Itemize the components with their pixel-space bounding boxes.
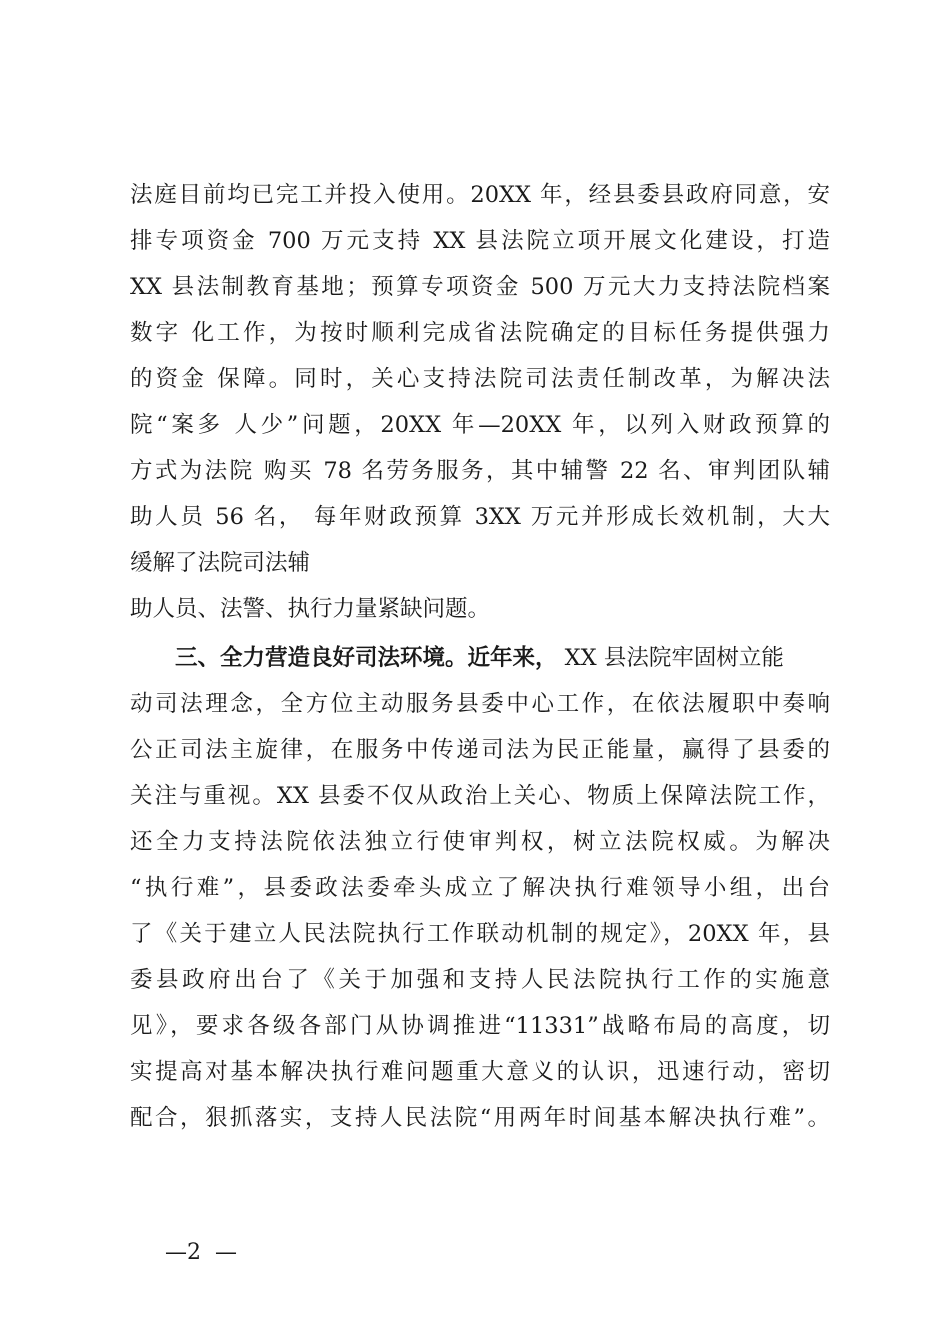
paragraph-line: 还全力支持法院依法独立行使审判权，树立法院权威。为解决 bbox=[130, 829, 830, 855]
paragraph-line: 了《关于建立人民法院执行工作联动机制的规定》，20XX 年，县 bbox=[130, 921, 830, 947]
paragraph-line: 缓解了法院司法辅 bbox=[130, 550, 311, 576]
page-number: —2 — bbox=[165, 1240, 237, 1265]
paragraph-line: 关注与重视。XX 县委不仅从政治上关心、物质上保障法院工作， bbox=[130, 783, 830, 809]
paragraph-line: 院“案多 人少”问题，20XX 年—20XX 年，以列入财政预算的 bbox=[130, 412, 830, 438]
paragraph-line: 配合，狠抓落实，支持人民法院“用两年时间基本解决执行难”。 bbox=[130, 1105, 830, 1131]
paragraph-line: 的资金 保障。同时，关心支持法院司法责任制改革，为解决法 bbox=[130, 366, 830, 392]
paragraph-line: 数字 化工作，为按时顺利完成省法院确定的目标任务提供强力 bbox=[130, 320, 830, 346]
paragraph-line: 助人员、法警、执行力量紧缺问题。 bbox=[130, 596, 491, 622]
paragraph-line: 见》，要求各级各部门从协调推进“11331”战略布局的高度，切 bbox=[130, 1013, 830, 1039]
paragraph-line: 法庭目前均已完工并投入使用。20XX 年，经县委县政府同意，安 bbox=[130, 182, 830, 208]
paragraph-text: XX 县法院牢固树立能 bbox=[557, 645, 784, 671]
paragraph-line: 公正司法主旋律，在服务中传递司法为民正能量，赢得了县委的 bbox=[130, 737, 830, 763]
paragraph-line: 委县政府出台了《关于加强和支持人民法院执行工作的实施意 bbox=[130, 967, 830, 993]
paragraph-line: 助人员 56 名， 每年财政预算 3XX 万元并形成长效机制，大大 bbox=[130, 504, 830, 530]
paragraph-line: 排专项资金 700 万元支持 XX 县法院立项开展文化建设，打造 bbox=[130, 228, 830, 254]
section-heading-line bbox=[175, 643, 830, 673]
paragraph-line: 方式为法院 购买 78 名劳务服务，其中辅警 22 名、审判团队辅 bbox=[130, 458, 830, 484]
section-heading: 三、全力营造良好司法环境。近年来， bbox=[175, 645, 558, 671]
paragraph-line: XX 县法制教育基地；预算专项资金 500 万元大力支持法院档案 bbox=[130, 274, 830, 300]
paragraph-line: 实提高对基本解决执行难问题重大意义的认识，迅速行动，密切 bbox=[130, 1059, 830, 1085]
paragraph-line: “执行难”，县委政法委牵头成立了解决执行难领导小组，出台 bbox=[130, 875, 830, 901]
paragraph-line: 动司法理念，全方位主动服务县委中心工作，在依法履职中奏响 bbox=[130, 691, 830, 717]
